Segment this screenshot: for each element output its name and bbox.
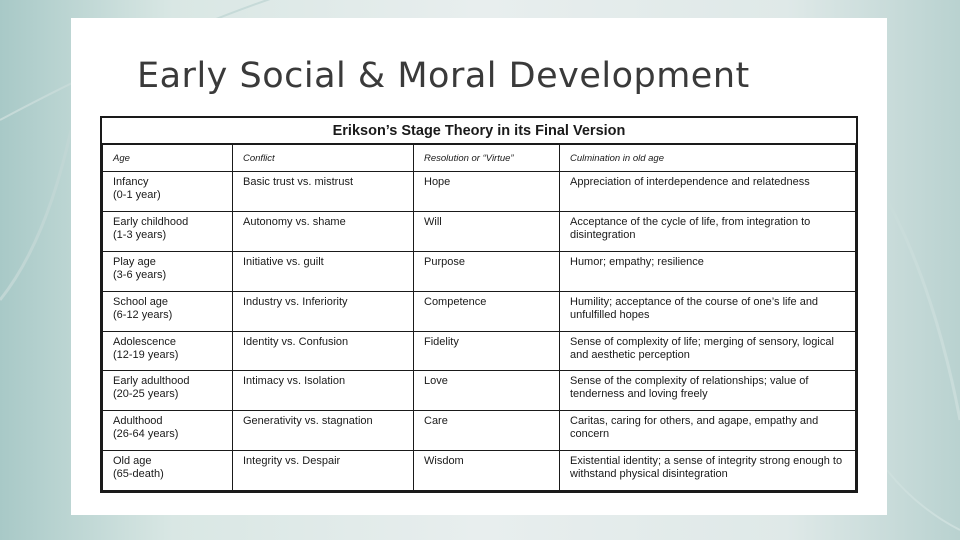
cell-culmination: Appreciation of interdependence and relatedness xyxy=(560,172,856,212)
header-culmination: Culmination in old age xyxy=(560,144,856,172)
table-row xyxy=(103,411,856,451)
age-stage: Old age xyxy=(113,455,152,468)
age-range: (0-1 year) xyxy=(113,189,161,201)
age-stage: Early childhood xyxy=(113,215,189,228)
cell-conflict: Basic trust vs. mistrust xyxy=(233,172,414,212)
age-range: (3-6 years) xyxy=(113,268,167,281)
cell-conflict: Initiative vs. guilt xyxy=(233,251,414,291)
age-stage: Infancy xyxy=(113,176,149,188)
age-range: (20-25 years) xyxy=(113,388,179,401)
age-range: (65-death) xyxy=(113,468,164,481)
cell-culmination: Caritas, caring for others, and agape, empathy and concern xyxy=(560,411,856,451)
slide-content xyxy=(71,18,887,515)
cell-culmination: Humor; empathy; resilience xyxy=(560,251,856,291)
table-row xyxy=(103,251,856,291)
cell-virtue: Love xyxy=(414,371,560,411)
cell-conflict: Identity vs. Confusion xyxy=(233,331,414,371)
age-stage: Adulthood xyxy=(113,415,163,428)
age-range: (1-3 years) xyxy=(113,228,167,241)
cell-virtue: Wisdom xyxy=(414,451,560,491)
cell-culmination: Humility; acceptance of the course of one’s life and unfulfilled hopes xyxy=(560,291,856,331)
cell-conflict: Intimacy vs. Isolation xyxy=(233,371,414,411)
cell-conflict: Integrity vs. Despair xyxy=(233,451,414,491)
cell-age xyxy=(103,411,233,451)
header-virtue: Resolution or “Virtue” xyxy=(414,144,560,172)
cell-conflict: Industry vs. Inferiority xyxy=(233,291,414,331)
age-stage: Play age xyxy=(113,255,156,268)
cell-culmination: Sense of complexity of life; merging of sensory, logical and aesthetic perception xyxy=(560,331,856,371)
cell-age xyxy=(103,371,233,411)
cell-age xyxy=(103,251,233,291)
cell-conflict: Generativity vs. stagnation xyxy=(233,411,414,451)
cell-conflict: Autonomy vs. shame xyxy=(233,211,414,251)
table-row xyxy=(103,331,856,371)
table-row xyxy=(103,211,856,251)
cell-age xyxy=(103,331,233,371)
cell-virtue: Competence xyxy=(414,291,560,331)
age-range: (26-64 years) xyxy=(113,428,179,441)
cell-age xyxy=(103,451,233,491)
cell-age xyxy=(103,172,233,212)
table-row xyxy=(103,291,856,331)
cell-culmination: Existential identity; a sense of integrity strong enough to withstand physical disintegration xyxy=(560,451,856,491)
age-stage: Early adulthood xyxy=(113,375,190,388)
erikson-table xyxy=(100,116,858,493)
age-range: (12-19 years) xyxy=(113,348,179,361)
cell-virtue: Care xyxy=(414,411,560,451)
table-row xyxy=(103,172,856,212)
age-range: (6-12 years) xyxy=(113,308,173,321)
table-row xyxy=(103,371,856,411)
cell-culmination: Acceptance of the cycle of life, from integration to disintegration xyxy=(560,211,856,251)
cell-age xyxy=(103,211,233,251)
table-row xyxy=(103,451,856,491)
age-stage: Adolescence xyxy=(113,335,176,348)
cell-culmination: Sense of the complexity of relationships; value of tenderness and loving freely xyxy=(560,371,856,411)
header-age: Age xyxy=(103,144,233,172)
age-stage: School age xyxy=(113,295,169,308)
cell-age xyxy=(103,291,233,331)
cell-virtue: Hope xyxy=(414,172,560,212)
header-conflict: Conflict xyxy=(233,144,414,172)
cell-virtue: Purpose xyxy=(414,251,560,291)
cell-virtue: Will xyxy=(414,211,560,251)
cell-virtue: Fidelity xyxy=(414,331,560,371)
slide-title: Early Social & Moral Development xyxy=(137,56,750,96)
table-caption: Erikson’s Stage Theory in its Final Version xyxy=(103,118,856,144)
